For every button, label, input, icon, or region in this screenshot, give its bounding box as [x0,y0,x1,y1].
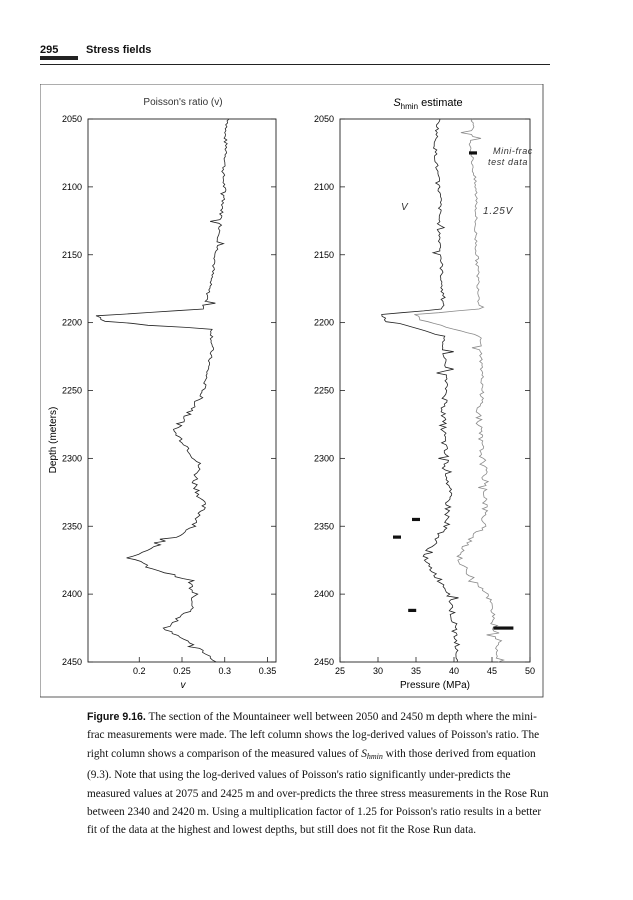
minifrac-point [412,518,420,521]
right-x-tick-label: 50 [524,666,536,676]
right-series-v [382,119,460,662]
caption-label: Figure 9.16. [87,711,146,723]
left-y-tick-label: 2450 [61,657,82,667]
left-y-tick-label: 2050 [61,114,82,124]
left-x-tick-label: 0.35 [258,666,277,676]
right-x-tick-label: 40 [448,666,460,676]
left-y-tick-label: 2100 [61,181,82,192]
minifrac-label-line2: test data [488,157,528,167]
right-y-tick-label: 2100 [313,181,334,192]
figure-caption [87,708,553,840]
minifrac-point [393,536,401,539]
left-panel-xlabel: v [180,680,186,691]
right-y-tick-label: 2350 [313,521,334,532]
left-y-tick-label: 2300 [61,453,82,464]
right-series-1-25v [414,119,503,662]
right-y-tick-label: 2200 [313,317,334,328]
right-x-tick-label: 35 [410,666,422,676]
left-y-tick-label: 2400 [61,589,82,600]
caption-text-2: with those derived from equation (9.3). Note that using the log-derived values of Poisson's ratio significantly under-predicts the measured values at 2075 and 2425 m and over-predicts the three stress measurements in the Rose Run between 2340 and 2420 m. Using a multiplication factor of 1.25 for Poisson's ratio results in a better fit of the data at the highest and lowest depths, but still does not fit the Rose Run data. [87,747,549,837]
right-y-tick-label: 2450 [313,657,334,667]
left-y-tick-label: 2350 [61,521,82,532]
header-rule [40,64,550,65]
minifrac-point [469,151,477,154]
page-number: 295 [40,44,59,56]
scaled-series-label: 1.25V [483,206,514,217]
right-panel-title: $S_{hmin}$ estimate [393,97,463,111]
right-panel-xlabel: Pressure (MPa) [399,680,471,691]
minifrac-label-line1: Mini-frac [493,146,533,156]
right-plot-frame [340,119,530,662]
minifrac-point [408,609,416,612]
right-y-tick-label: 2150 [313,249,334,260]
header-bar [40,56,78,60]
figure-9-16 [40,84,544,698]
y-axis-label: Depth (meters) [48,406,59,474]
left-y-tick-label: 2150 [61,249,82,260]
left-plot-frame [88,119,276,662]
left-series-log-derived-v [96,119,229,662]
right-y-tick-label: 2250 [313,385,334,396]
left-x-tick-label: 0.2 [133,666,146,676]
v-series-label: V [401,202,408,213]
caption-shmin: $S_{hmin}$ [361,747,383,761]
right-x-tick-label: 30 [372,666,384,676]
right-x-tick-label: 25 [334,666,346,676]
left-x-tick-label: 0.25 [173,666,191,676]
figure-frame [40,84,543,697]
running-title: Stress fields [86,44,152,56]
left-y-tick-label: 2250 [61,385,82,396]
right-x-tick-label: 45 [486,666,498,676]
left-x-tick-label: 0.3 [218,666,231,676]
right-y-tick-label: 2300 [313,453,334,464]
caption-text-1: The section of the Mountaineer well between 2050 and 2450 m depth where the mini-frac measurements were made. The left column shows the log-derived values of Poisson's ratio. The right column shows a comparison of the measured values of [87,711,540,760]
right-y-tick-label: 2400 [313,589,334,600]
left-panel-title: Poisson's ratio (v) [143,97,223,108]
right-y-tick-label: 2050 [313,114,334,124]
minifrac-point [493,626,513,629]
left-y-tick-label: 2200 [61,317,82,328]
